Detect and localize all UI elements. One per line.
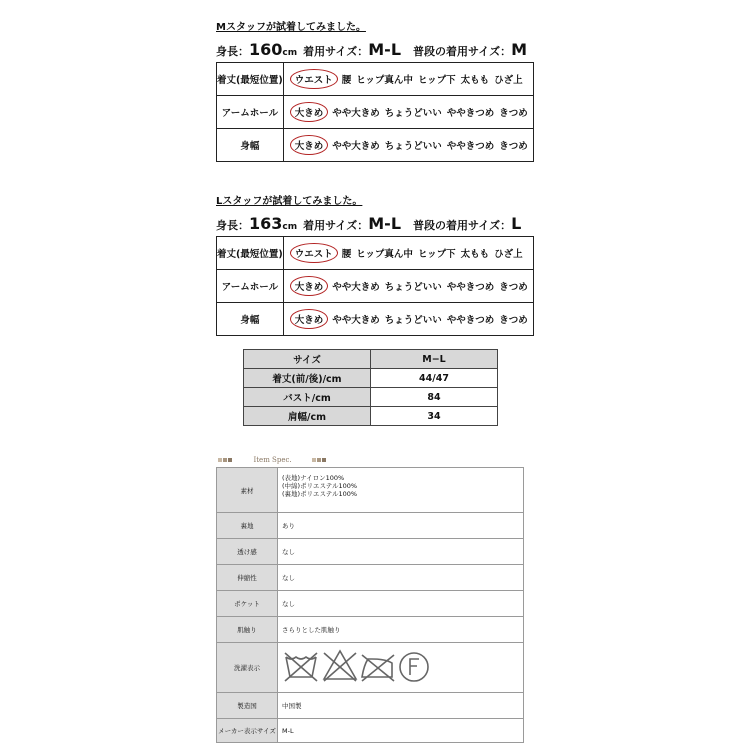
l-row-length-options [283,237,533,270]
spec-care-label: 洗濯表示 [217,643,278,693]
option: ひざ上 [494,249,523,260]
l-row-length-label: 着丈(最短位置) [217,237,284,270]
spec-heading: Item Spec. [253,456,292,464]
table-row [217,719,524,743]
spec-material-value [278,468,524,513]
l-height-unit: cm [282,222,298,232]
option: やや大きめ [332,141,380,152]
spec-material-label: 素材 [217,468,278,513]
m-row-length-options [283,63,533,96]
option: 腰 [341,249,352,260]
m-row-armhole-options [283,96,533,129]
table-row [217,237,534,270]
m-row-armhole-label: アームホール [217,96,284,129]
option: ひざ上 [494,75,523,86]
option: ヒップ下 [417,75,456,86]
spec-texture-value: さらりとした肌触り [278,617,524,643]
spec-dot-icon [322,458,326,462]
no-iron-icon [362,655,394,681]
table-row [217,693,524,719]
l-row-armhole-label: アームホール [217,270,284,303]
circled-option: 大きめ [290,276,329,296]
table-row [217,513,524,539]
l-row-width-label: 身幅 [217,303,284,336]
table-row [217,303,534,336]
table-row [217,129,534,162]
table-row [217,539,524,565]
option: ややきつめ [446,282,495,293]
option: やや大きめ [332,315,380,326]
spec-texture-label: 肌触り [217,617,278,643]
option: ちょうどいい [384,282,442,293]
option: やや大きめ [332,282,380,293]
spec-pocket-value: なし [278,591,524,617]
l-section-title: Lスタッフが試着してみました。 [216,196,363,207]
spec-dot-icon [312,458,316,462]
circled-option: ウエスト [290,69,338,89]
table-row [217,617,524,643]
no-wash-icon [285,653,317,681]
l-fit-table [216,236,534,336]
option: ややきつめ [446,108,495,119]
l-usual-label: 普段の着用サイズ： [413,219,512,232]
spec-stretch-value: なし [278,565,524,591]
option: ヒップ真ん中 [356,75,413,86]
spec-pocket-label: ポケット [217,591,278,617]
size-length-label: 着丈(前/後)/cm [244,369,371,388]
m-height-label: 身長： [216,45,249,58]
spec-dot-icon [223,458,227,462]
table-row [244,350,498,369]
size-bust-label: バスト/cm [244,388,371,407]
l-worn-value: M-L [368,214,402,233]
spec-table [216,467,524,743]
l-row-armhole-options [283,270,533,303]
m-usual-value: M [511,40,528,59]
option: きつめ [499,141,528,152]
table-row [217,96,534,129]
spec-maker-size-value: M-L [278,719,524,743]
option: ややきつめ [446,141,495,152]
table-row [244,388,498,407]
spec-stretch-label: 伸縮性 [217,565,278,591]
option: ちょうどいい [384,315,442,326]
spec-origin-label: 製造国 [217,693,278,719]
l-stats-line [216,214,521,233]
material-line: (表地)ナイロン100% [282,474,345,482]
option: ちょうどいい [384,141,442,152]
spec-heading-row [218,456,327,464]
spec-dot-icon [228,458,232,462]
option: 腰 [341,75,352,86]
size-length-value: 44/47 [371,369,498,388]
care-icons-svg [282,647,432,687]
option: ちょうどいい [384,108,442,119]
table-row [217,270,534,303]
option: ややきつめ [446,315,495,326]
spec-sheer-label: 透け感 [217,539,278,565]
m-height-value: 160 [249,40,283,59]
circled-option: 大きめ [290,309,329,329]
material-line: (裏地)ポリエステル100% [282,490,358,498]
spec-origin-value: 中国製 [278,693,524,719]
size-shoulder-label: 肩幅/cm [244,407,371,426]
spec-lining-value: あり [278,513,524,539]
spec-lining-label: 裏地 [217,513,278,539]
circled-option: 大きめ [290,102,329,122]
spec-sheer-value: なし [278,539,524,565]
circled-option: ウエスト [290,243,338,263]
option: きつめ [499,108,528,119]
m-section-title: Mスタッフが試着してみました。 [216,22,366,33]
l-worn-label: 着用サイズ： [303,219,369,232]
option: きつめ [499,315,528,326]
table-row [217,468,524,513]
option: きつめ [499,282,528,293]
spec-care-icons [278,643,524,693]
size-bust-value: 84 [371,388,498,407]
material-line: (中綿)ポリエステル100% [282,482,358,490]
option: ヒップ真ん中 [356,249,413,260]
dryclean-f-icon [400,653,428,681]
m-stats-line [216,40,527,59]
m-usual-label: 普段の着用サイズ： [413,45,512,58]
m-row-length-label: 着丈(最短位置) [217,63,284,96]
table-row [217,565,524,591]
table-row [244,407,498,426]
size-table [243,349,498,426]
table-row [217,63,534,96]
option: 太もも [460,75,490,86]
table-row [244,369,498,388]
spec-maker-size-label: メーカー表示サイズ [217,719,278,743]
m-height-unit: cm [282,48,298,58]
option: やや大きめ [332,108,380,119]
l-height-label: 身長： [216,219,249,232]
size-header-label: サイズ [244,350,371,369]
spec-dot-icon [317,458,321,462]
spec-dot-icon [218,458,222,462]
l-height-value: 163 [249,214,283,233]
size-shoulder-value: 34 [371,407,498,426]
m-row-width-options [283,129,533,162]
no-bleach-icon [324,651,356,681]
m-fit-table [216,62,534,162]
l-usual-value: L [511,214,522,233]
m-worn-value: M-L [368,40,402,59]
size-header-value: M−L [371,350,498,369]
m-worn-label: 着用サイズ： [303,45,369,58]
option: ヒップ下 [417,249,456,260]
table-row [217,591,524,617]
table-row [217,643,524,693]
m-row-width-label: 身幅 [217,129,284,162]
circled-option: 大きめ [290,135,329,155]
option: 太もも [460,249,490,260]
l-row-width-options [283,303,533,336]
